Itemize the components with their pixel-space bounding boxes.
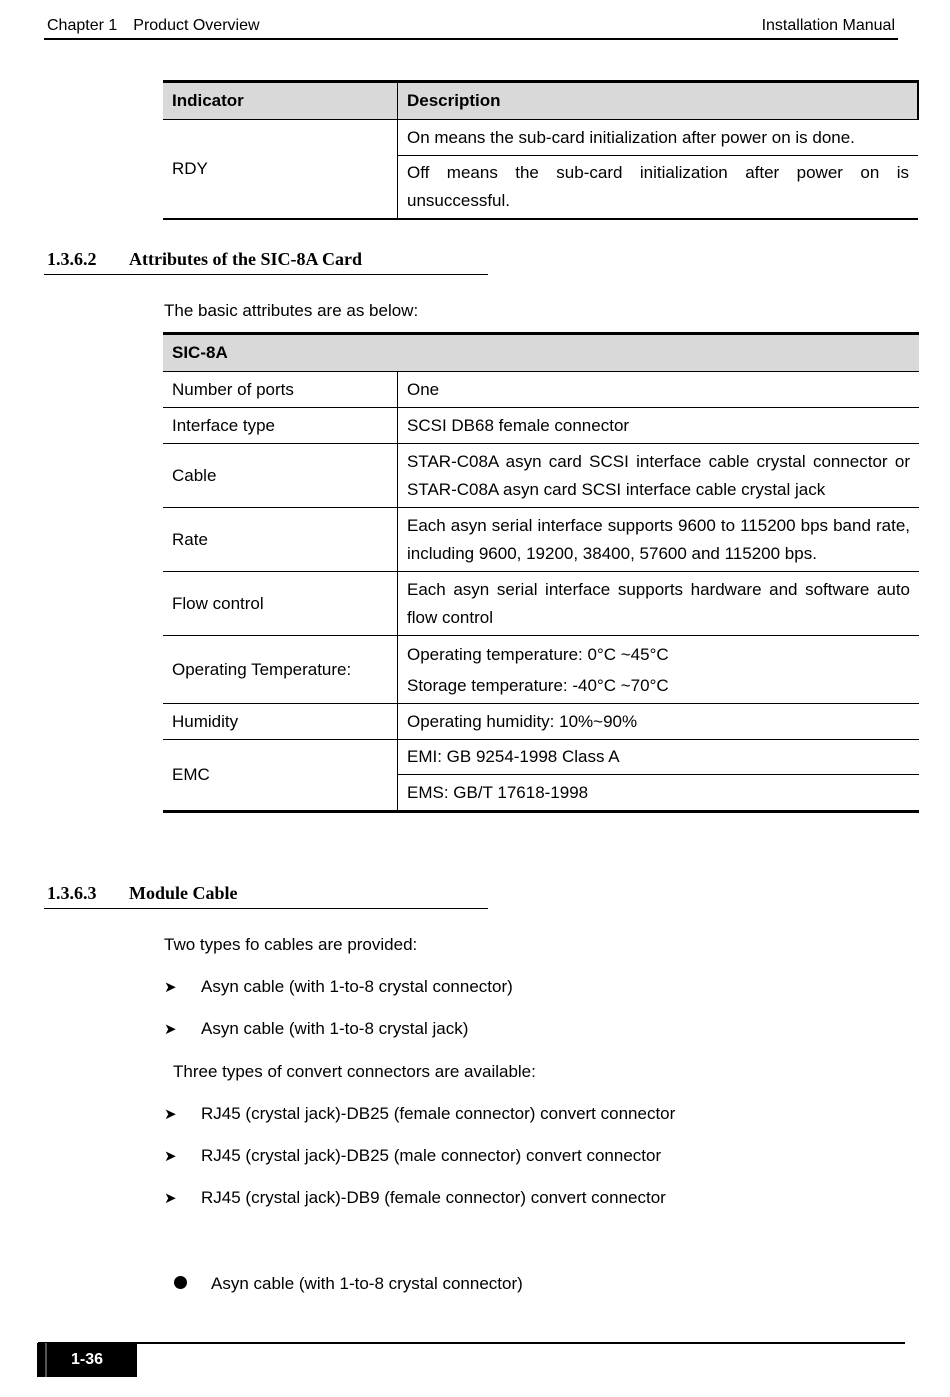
section-number: 1.3.6.2 [47, 249, 97, 269]
attr-key: EMC [163, 740, 398, 812]
indicator-name: RDY [163, 120, 398, 220]
list-item-text: RJ45 (crystal jack)-DB25 (male connector) convert connector [201, 1146, 662, 1165]
table-row [163, 740, 919, 775]
table-row [163, 704, 919, 740]
page-number: 1-36 [70, 1351, 104, 1368]
section-heading [47, 883, 238, 904]
attr-value: Each asyn serial interface supports hardware and software auto flow control [398, 572, 920, 636]
attr-key: Rate [163, 508, 398, 572]
attr-key: Number of ports [163, 372, 398, 408]
section-underline [44, 908, 488, 909]
list-item [164, 1188, 666, 1208]
header-divider [44, 38, 898, 40]
attr-key: Cable [163, 444, 398, 508]
attr-key: Interface type [163, 408, 398, 444]
attr-value: STAR-C08A asyn card SCSI interface cable crystal connector or STAR-C08A asyn card SCSI interface cable crystal jack [398, 444, 920, 508]
attr-value-emi: EMI: GB 9254-1998 Class A [398, 740, 920, 775]
arrow-bullet-icon: ➤ [164, 1021, 177, 1038]
table-row [163, 372, 919, 408]
arrow-bullet-icon: ➤ [164, 979, 177, 996]
manual-title: Installation Manual [761, 17, 895, 34]
list-item [164, 1104, 675, 1124]
chapter-label: Chapter 1 [47, 17, 118, 34]
table-row [163, 444, 919, 508]
attr-value-ems: EMS: GB/T 17618-1998 [398, 775, 920, 812]
list-item-text: RJ45 (crystal jack)-DB25 (female connector) convert connector [201, 1104, 676, 1123]
attr-value: Operating humidity: 10%~90% [398, 704, 920, 740]
column-header-description: Description [398, 82, 919, 120]
cables-intro: Two types fo cables are provided: [164, 935, 418, 954]
list-item [164, 1146, 661, 1166]
table-row [163, 508, 919, 572]
storage-temperature: Storage temperature: -40°C ~70°C [407, 675, 669, 695]
attributes-table [163, 332, 919, 813]
indicator-off-description: Off means the sub-card initialization after power on is unsuccessful. [398, 156, 919, 220]
list-item [174, 1274, 523, 1294]
running-header-left [47, 17, 260, 35]
table-row [163, 572, 919, 636]
indicator-table [163, 80, 919, 220]
list-item-text: Asyn cable (with 1-to-8 crystal connector) [211, 1274, 523, 1293]
table-header-row [163, 82, 918, 120]
table-heading: SIC-8A [163, 334, 919, 372]
list-item-text: RJ45 (crystal jack)-DB9 (female connector) convert connector [201, 1188, 666, 1207]
section-heading [47, 249, 362, 270]
indicator-on-description: On means the sub-card initialization after power on is done. [398, 120, 919, 156]
section-underline [44, 274, 488, 275]
round-bullet-icon [174, 1276, 187, 1289]
section-number: 1.3.6.3 [47, 883, 97, 903]
attr-value: Each asyn serial interface supports 9600 to 115200 bps band rate, including 9600, 19200, 38400, 57600 and 115200 bps. [398, 508, 920, 572]
table-row [163, 636, 919, 704]
list-item [164, 1019, 468, 1039]
list-item-text: Asyn cable (with 1-to-8 crystal jack) [201, 1019, 469, 1038]
section-title: Module Cable [129, 883, 238, 903]
attr-key: Flow control [163, 572, 398, 636]
table-row [163, 120, 918, 156]
section-title: Attributes of the SIC-8A Card [129, 249, 362, 269]
arrow-bullet-icon: ➤ [164, 1190, 177, 1207]
attr-key: Humidity [163, 704, 398, 740]
chapter-title: Product Overview [133, 17, 260, 34]
attr-key: Operating Temperature: [163, 636, 398, 704]
attr-value: SCSI DB68 female connector [398, 408, 920, 444]
attr-value: One [398, 372, 920, 408]
column-header-indicator: Indicator [163, 82, 398, 120]
operating-temperature: Operating temperature: 0°C ~45°C [407, 644, 669, 664]
list-item-text: Asyn cable (with 1-to-8 crystal connector) [201, 977, 513, 996]
footer-divider [38, 1342, 905, 1344]
arrow-bullet-icon: ➤ [164, 1106, 177, 1123]
table-header-row [163, 334, 919, 372]
list-item [164, 977, 513, 997]
attributes-intro: The basic attributes are as below: [164, 301, 419, 320]
arrow-bullet-icon: ➤ [164, 1148, 177, 1165]
table-row [163, 408, 919, 444]
attr-value [398, 636, 920, 704]
converters-intro: Three types of convert connectors are available: [173, 1062, 536, 1081]
